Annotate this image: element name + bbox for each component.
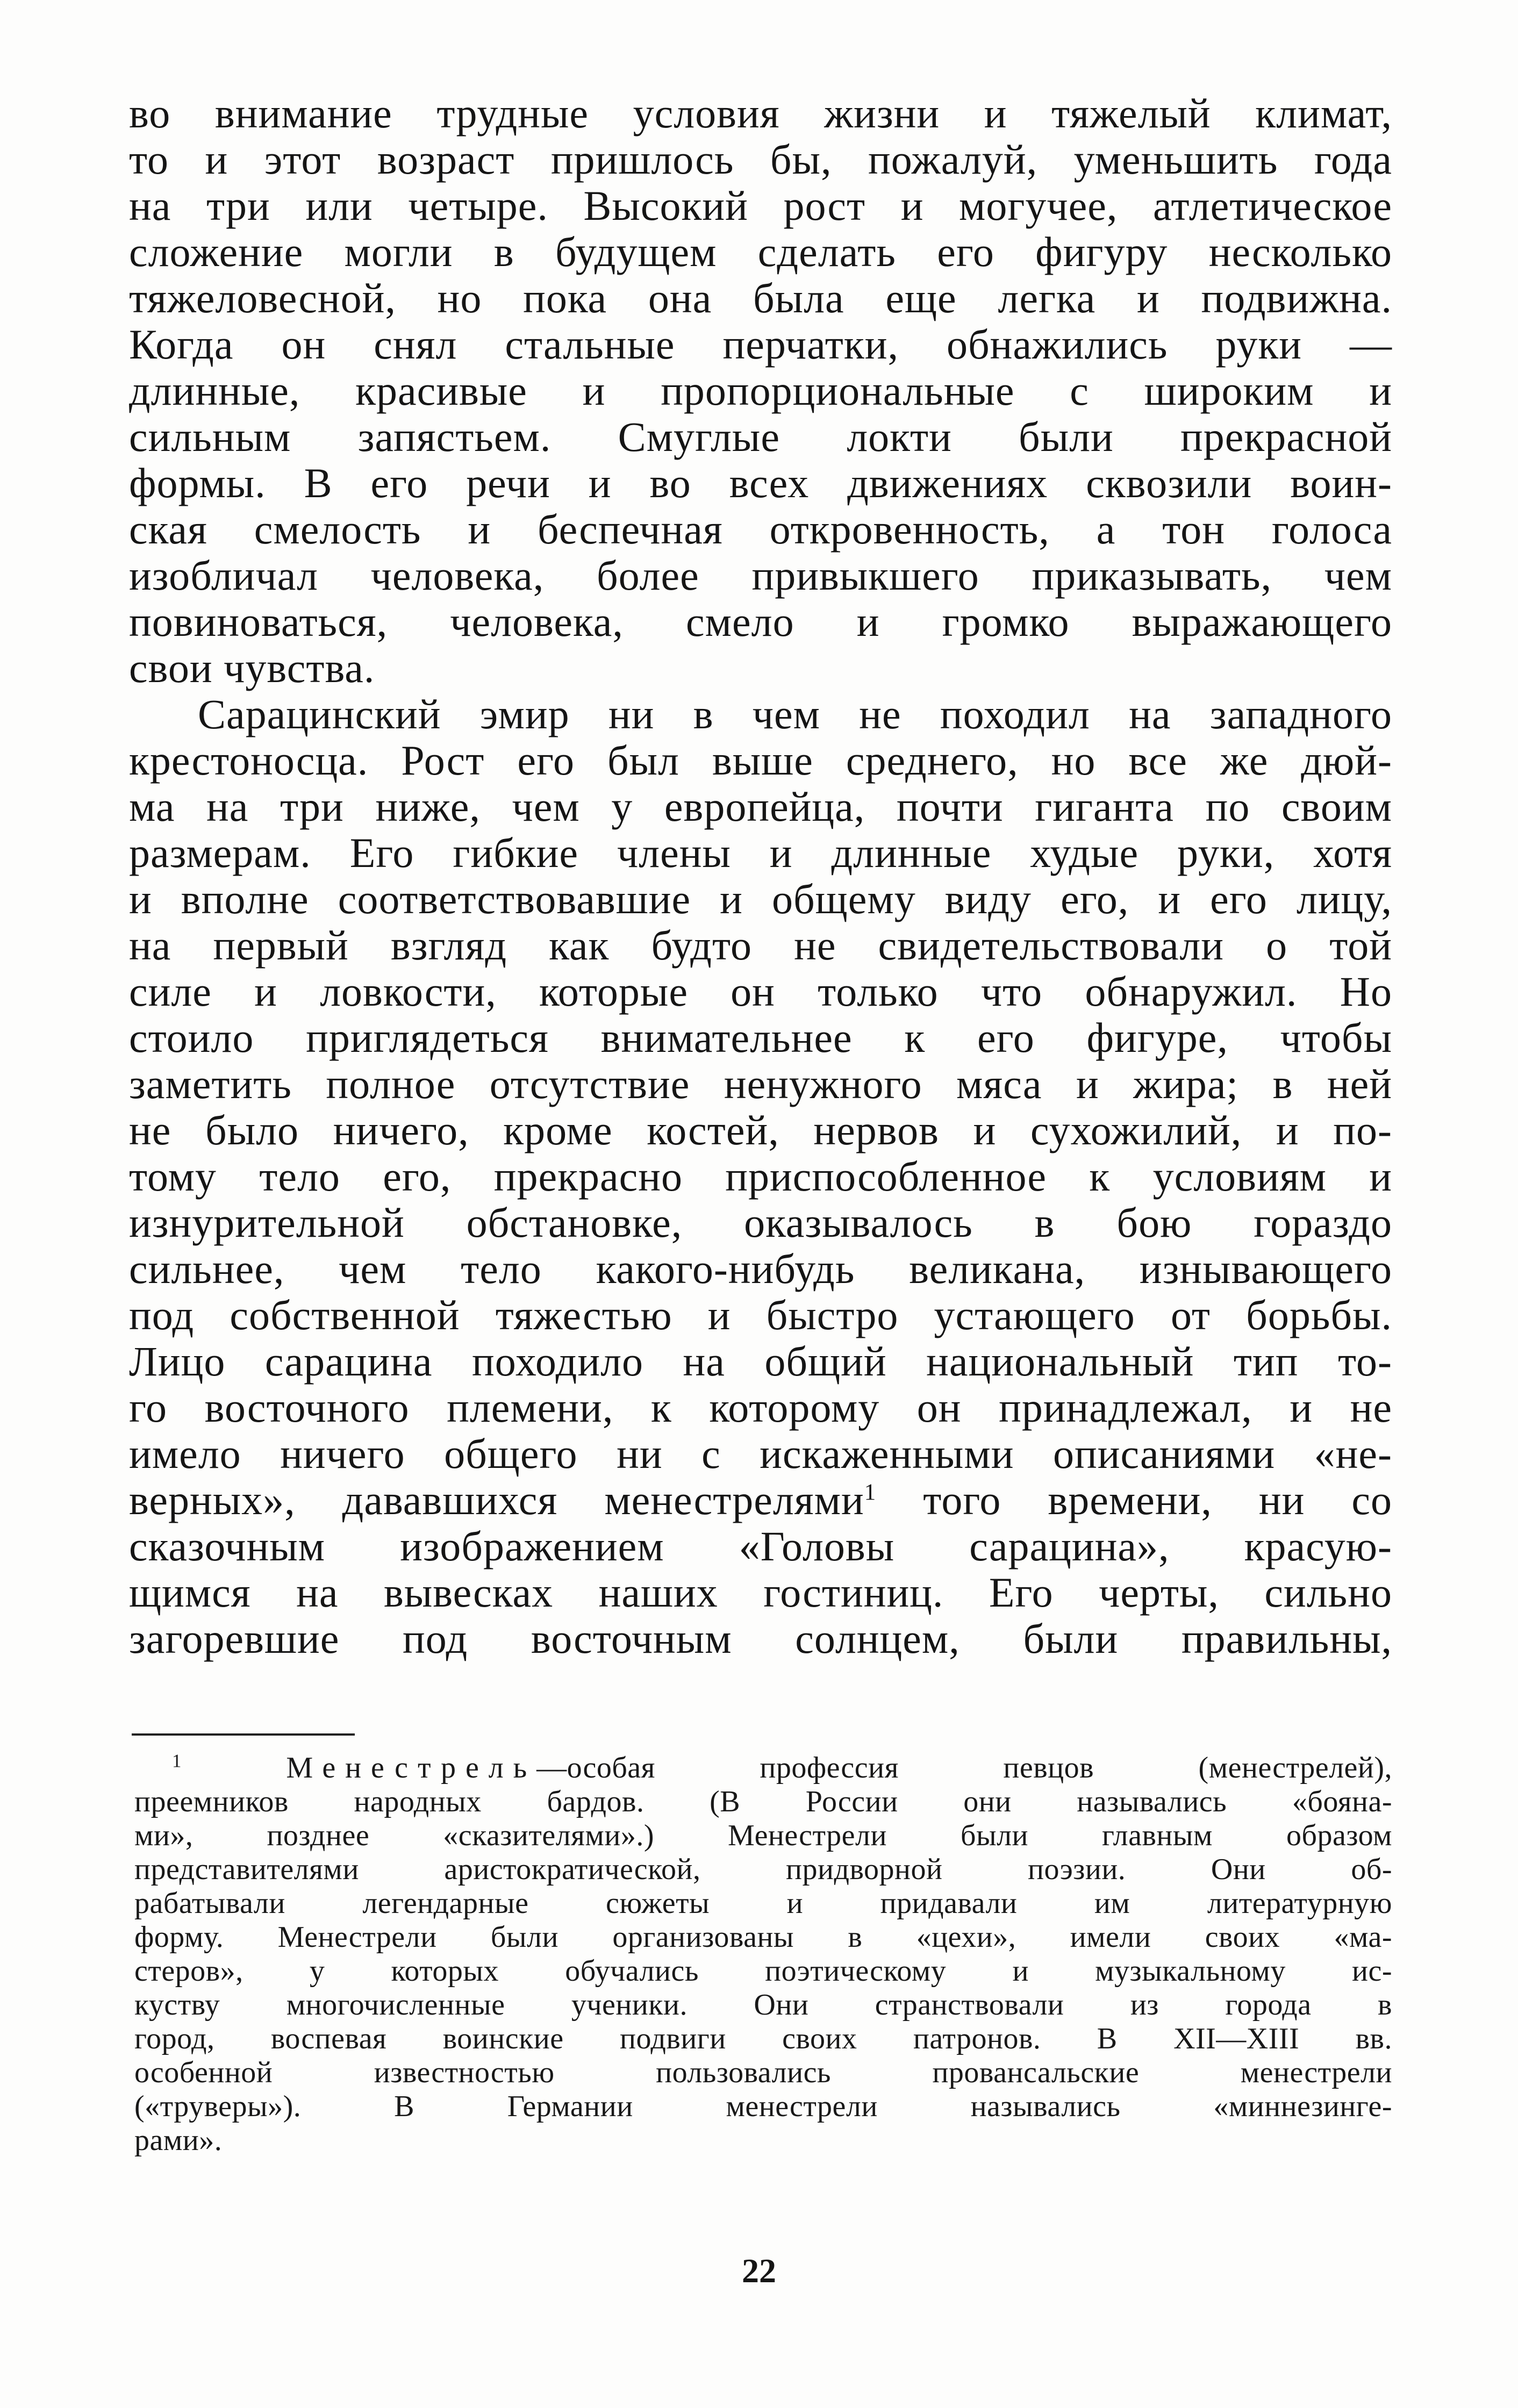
footnote-line: представителями аристократической, придворной поэзии. Они об- (134, 1853, 1392, 1886)
text-line: свои чувства. (129, 644, 375, 691)
text-line: имело ничего общего ни с искаженными описаниями «не- (129, 1430, 1392, 1477)
text-line: крестоносца. Рост его был выше среднего, но все же дюй- (129, 737, 1392, 784)
text-line: сильным запястьем. Смуглые локти были прекрасной (129, 413, 1392, 460)
text-line: щимся на вывесках наших гостиниц. Его черты, сильно (129, 1569, 1392, 1616)
text-line: размерам. Его гибкие члены и длинные худые руки, хотя (129, 829, 1392, 876)
text-line: сильнее, чем тело какого-нибудь великана, изнывающего (129, 1245, 1392, 1292)
text-line: тяжеловесной, но пока она была еще легка и подвижна. (129, 275, 1392, 321)
text-line: и вполне соответствовавшие и общему виду его, и его лицу, (129, 876, 1392, 922)
text-segment: того времени, ни со (923, 1477, 1392, 1523)
text-line: сложение могли в будущем сделать его фигуру несколько (129, 228, 1392, 275)
footnote-reference[interactable]: 1 (864, 1480, 877, 1505)
paragraph-1 (129, 90, 1392, 691)
text-line: формы. В его речи и во всех движениях сквозили воин- (129, 460, 1392, 506)
text-line: го восточного племени, к которому он принадлежал, и не (129, 1384, 1392, 1431)
text-line: ская смелость и беспечная откровенность, а тон голоса (129, 506, 1392, 553)
footnote-line (134, 1751, 1392, 1785)
text-line-with-footnote-ref (129, 1477, 1392, 1523)
footnote-line: преемников народных бардов. (В России они назывались «бояна- (134, 1785, 1392, 1818)
text-segment: верных», дававшихся менестрелями (129, 1477, 864, 1523)
footnote-line: стеров», у которых обучались поэтическому и музыкальному ис- (134, 1954, 1392, 1988)
text-line: изобличал человека, более привыкшего приказывать, чем (129, 552, 1392, 599)
text-line: ма на три ниже, чем у европейца, почти гиганта по своим (129, 783, 1392, 830)
text-line: Сарацинский эмир ни в чем не походил на западного (198, 691, 1392, 737)
text-line: изнурительной обстановке, оказывалось в бою гораздо (129, 1199, 1392, 1246)
text-line: повиноваться, человека, смело и громко выражающего (129, 598, 1392, 645)
footnote-marker: 1 (172, 1750, 182, 1772)
text-line: стоило приглядеться внимательнее к его фигуре, чтобы (129, 1014, 1392, 1061)
text-line: тому тело его, прекрасно приспособленное к условиям и (129, 1153, 1392, 1200)
footnote-line: форму. Менестрели были организованы в «цехи», имели своих «ма- (134, 1920, 1392, 1954)
footnote-line: куству многочисленные ученики. Они странствовали из города в (134, 1988, 1392, 2022)
footnote-line: особенной известностью пользовались провансальские менестрели (134, 2056, 1392, 2089)
footnote-line: рами». (134, 2124, 223, 2157)
main-text (129, 90, 1392, 1662)
text-line: длинные, красивые и пропорциональные с широким и (129, 367, 1392, 414)
text-line: загоревшие под восточным солнцем, были правильны, (129, 1615, 1392, 1662)
text-line: Когда он снял стальные перчатки, обнажились руки — (129, 321, 1392, 368)
text-line: силе и ловкости, которые он только что обнаружил. Но (129, 968, 1392, 1015)
text-line: во внимание трудные условия жизни и тяжелый климат, (129, 90, 1392, 137)
page-number: 22 (742, 2252, 776, 2290)
footnote-divider (132, 1733, 355, 1736)
text-line: заметить полное отсутствие ненужного мяса и жира; в ней (129, 1060, 1392, 1107)
text-line: не было ничего, кроме костей, нервов и сухожилий, и по- (129, 1107, 1392, 1153)
text-segment: —особая профессия певцов (менестрелей), (536, 1751, 1393, 1784)
footnote (134, 1751, 1392, 2158)
paragraph-2 (129, 691, 1392, 1662)
text-line: Лицо сарацина походило на общий национальный тип то- (129, 1338, 1392, 1385)
text-line: то и этот возраст пришлось бы, пожалуй, уменьшить года (129, 136, 1392, 183)
footnote-line: ми», позднее «сказителями».) Менестрели были главным образом (134, 1819, 1392, 1852)
footnote-term: Менестрель (286, 1751, 537, 1784)
footnote-line: («труверы»). В Германии менестрели назывались «миннезинге- (134, 2090, 1392, 2123)
footnote-line: рабатывали легендарные сюжеты и придавали им литературную (134, 1887, 1392, 1920)
text-line: под собственной тяжестью и быстро устающего от борьбы. (129, 1292, 1392, 1338)
text-line: на три или четыре. Высокий рост и могучее, атлетическое (129, 182, 1392, 229)
text-line: сказочным изображением «Головы сарацина», красую- (129, 1523, 1392, 1570)
footnote-line: город, воспевая воинские подвиги своих патронов. В XII—XIII вв. (134, 2022, 1392, 2055)
text-line: на первый взгляд как будто не свидетельствовали о той (129, 922, 1392, 969)
